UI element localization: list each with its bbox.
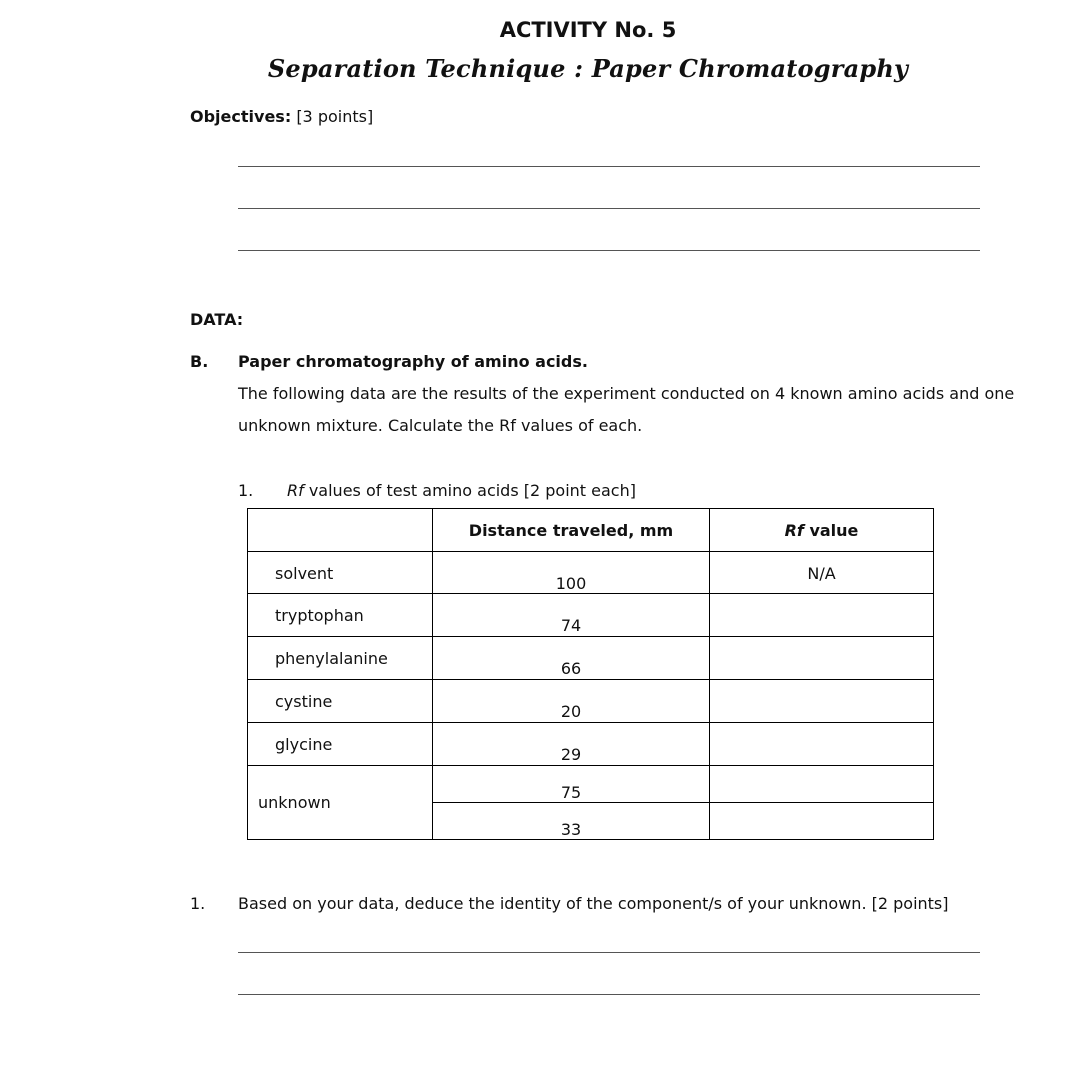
activity-subtitle: Separation Technique : Paper Chromatography <box>267 54 909 83</box>
header-distance: Distance traveled, mm <box>433 509 710 552</box>
row-name: phenylalanine <box>248 637 433 680</box>
objectives-heading <box>190 107 373 126</box>
part-title: Paper chromatography of amino acids. <box>238 352 588 371</box>
table-row <box>248 637 934 680</box>
table-caption <box>287 481 636 500</box>
description-line-1: The following data are the results of the experiment conducted on 4 known amino acids and one <box>238 384 1015 403</box>
table-row <box>248 723 934 766</box>
row-distance: 20 <box>433 680 710 723</box>
row-name: solvent <box>248 552 433 594</box>
question-answer-line-2[interactable] <box>238 994 980 995</box>
unknown-distance-1: 75 <box>433 766 710 803</box>
question-number: 1. <box>190 894 206 913</box>
header-rf-value <box>710 509 934 552</box>
activity-title: ACTIVITY No. 5 <box>499 18 677 42</box>
row-name: cystine <box>248 680 433 723</box>
objectives-answer-line-1[interactable] <box>238 166 980 167</box>
table-header-row <box>248 509 934 552</box>
objectives-points: [3 points] <box>296 107 374 126</box>
table-row <box>248 680 934 723</box>
row-distance: 100 <box>433 552 710 594</box>
header-rf-symbol: Rf <box>784 520 804 540</box>
question-answer-line-1[interactable] <box>238 952 980 953</box>
table-number: 1. <box>238 481 254 500</box>
objectives-answer-line-3[interactable] <box>238 250 980 251</box>
header-blank-cell <box>248 509 433 552</box>
row-distance: 66 <box>433 637 710 680</box>
row-rf-input[interactable] <box>710 680 934 723</box>
row-rf-input[interactable] <box>710 594 934 637</box>
table-row <box>248 594 934 637</box>
row-distance: 74 <box>433 594 710 637</box>
unknown-row-1 <box>248 766 934 803</box>
row-distance: 29 <box>433 723 710 766</box>
row-name: glycine <box>248 723 433 766</box>
objectives-answer-line-2[interactable] <box>238 208 980 209</box>
row-rf-input[interactable] <box>710 637 934 680</box>
table-row <box>248 552 934 594</box>
caption-rf-symbol: Rf <box>287 481 304 500</box>
caption-text: values of test amino acids [2 point each] <box>303 481 636 500</box>
description-line-2: unknown mixture. Calculate the Rf values of each. <box>238 416 643 435</box>
row-rf-input[interactable] <box>710 723 934 766</box>
data-heading: DATA: <box>190 310 244 329</box>
unknown-rf-input-2[interactable] <box>710 803 934 840</box>
rf-values-table <box>247 508 934 840</box>
question-text: Based on your data, deduce the identity of the component/s of your unknown. [2 points] <box>238 894 949 913</box>
unknown-name: unknown <box>248 766 433 840</box>
header-rf-suffix: value <box>803 520 859 540</box>
row-rf-value: N/A <box>710 552 934 594</box>
part-letter: B. <box>190 352 209 371</box>
row-name: tryptophan <box>248 594 433 637</box>
unknown-distance-2: 33 <box>433 803 710 840</box>
unknown-rf-input-1[interactable] <box>710 766 934 803</box>
objectives-label: Objectives: <box>190 107 292 126</box>
